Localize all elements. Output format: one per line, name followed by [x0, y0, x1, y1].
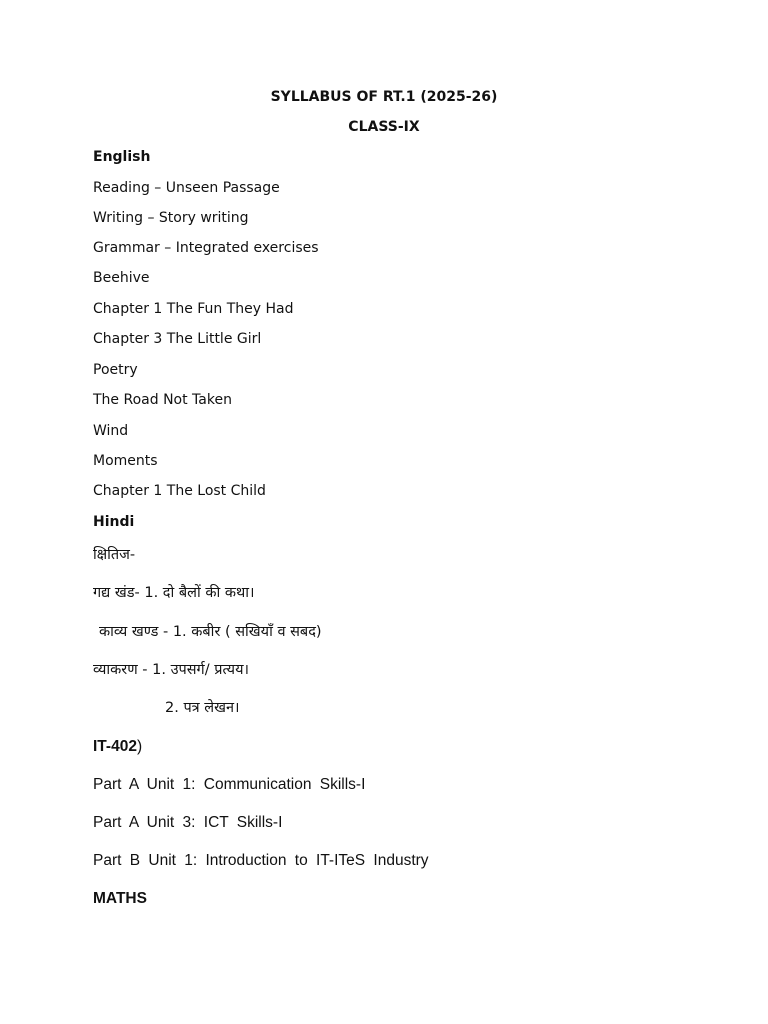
english-item: The Road Not Taken [93, 392, 232, 408]
english-item: Chapter 3 The Little Girl [93, 331, 262, 347]
english-heading: English [93, 149, 151, 165]
it-heading-code: IT-402 [93, 738, 137, 755]
syllabus-title: SYLLABUS OF RT.1 (2025-26) [270, 89, 498, 105]
class-heading: CLASS-IX [348, 119, 420, 135]
hindi-item: क्षितिज- [93, 547, 136, 563]
english-item: Wind [93, 423, 129, 439]
maths-heading: MATHS [93, 890, 147, 907]
english-item: Writing – Story writing [93, 210, 249, 226]
hindi-heading: Hindi [93, 514, 135, 530]
hindi-item: 2. पत्र लेखन। [165, 700, 240, 716]
it-item: Part A Unit 3: ICT Skills-I [93, 814, 283, 831]
english-item: Beehive [93, 270, 150, 286]
it-heading-suffix: ) [136, 738, 143, 755]
english-item: Chapter 1 The Lost Child [93, 483, 266, 499]
english-item: Reading – Unseen Passage [93, 180, 280, 196]
english-item: Chapter 1 The Fun They Had [93, 301, 294, 317]
it-item: Part B Unit 1: Introduction to IT-ITeS Industry [93, 852, 429, 869]
hindi-item: काव्य खण्ड - 1. कबीर ( सखियाँ व सबद) [99, 624, 322, 640]
english-item: Moments [93, 453, 158, 469]
it-heading [93, 737, 142, 757]
it-item: Part A Unit 1: Communication Skills-I [93, 776, 366, 793]
english-item: Grammar – Integrated exercises [93, 240, 319, 256]
hindi-item: व्याकरण - 1. उपसर्ग/ प्रत्यय। [93, 662, 249, 678]
hindi-item: गद्य खंड- 1. दो बैलों की कथा। [93, 585, 255, 601]
english-item: Poetry [93, 362, 138, 378]
